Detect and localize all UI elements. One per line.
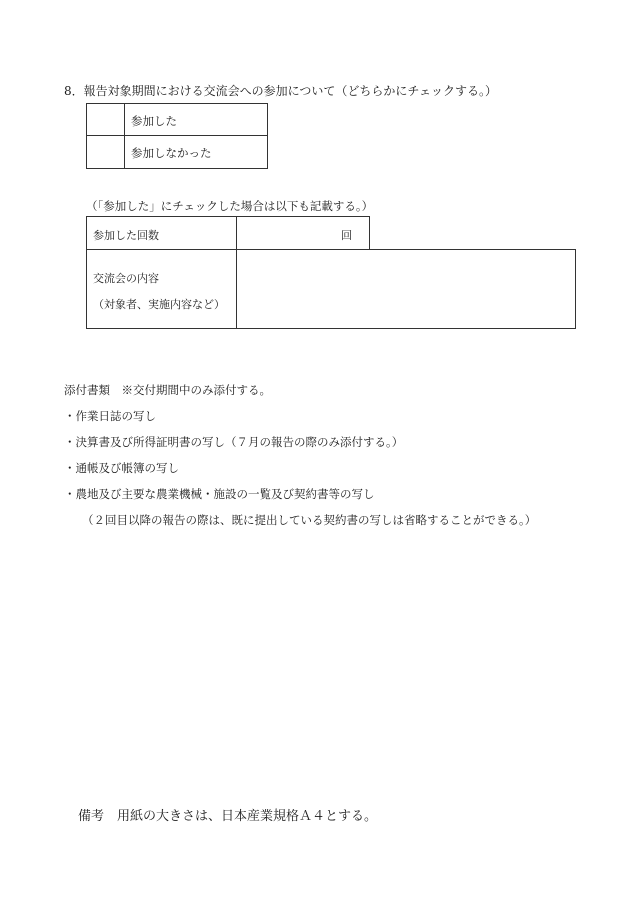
checkbox-not-participated[interactable]: [87, 136, 125, 168]
participation-note: （「参加した」にチェックした場合は以下も記載する。）: [86, 199, 374, 213]
count-label-cell: [87, 217, 237, 250]
attachments-heading: 添付書類 ※交付期間中のみ添付する。: [64, 383, 271, 397]
checkbox-participated[interactable]: [87, 104, 125, 135]
remark-note: 備考 用紙の大きさは、日本産業規格Ａ４とする。: [78, 809, 378, 824]
option-label-not-participated: 参加しなかった: [131, 146, 212, 160]
attachment-item: ・農地及び主要な農業機械・施設の一覧及び契約書等の写し: [64, 487, 375, 501]
attachment-item: ・決算書及び所得証明書の写し（７月の報告の際のみ添付する。）: [64, 435, 404, 449]
attachment-item: ・通帳及び帳簿の写し: [64, 461, 179, 475]
content-label: 交流会の内容: [93, 272, 159, 285]
content-input-cell[interactable]: [239, 250, 573, 328]
attachments-note: （２回目以降の報告の際は、既に提出している契約書の写しは省略することができる。）: [82, 513, 537, 527]
exchange-content-row: [86, 249, 576, 329]
content-sublabel: （対象者、実施内容など）: [93, 298, 225, 311]
section-8-title: 8．報告対象期間における交流会への参加について（どちらかにチェックする。）: [64, 84, 498, 98]
option-row-participated: [87, 104, 267, 136]
content-label-cell: [87, 250, 237, 328]
count-label: 参加した回数: [93, 229, 159, 242]
option-row-not-participated: [87, 136, 267, 168]
participation-count-row: [86, 216, 370, 250]
participation-check-table: [86, 103, 268, 169]
option-label-participated: 参加した: [131, 114, 177, 128]
count-unit: 回: [341, 229, 352, 242]
attachment-item: ・作業日誌の写し: [64, 409, 156, 423]
